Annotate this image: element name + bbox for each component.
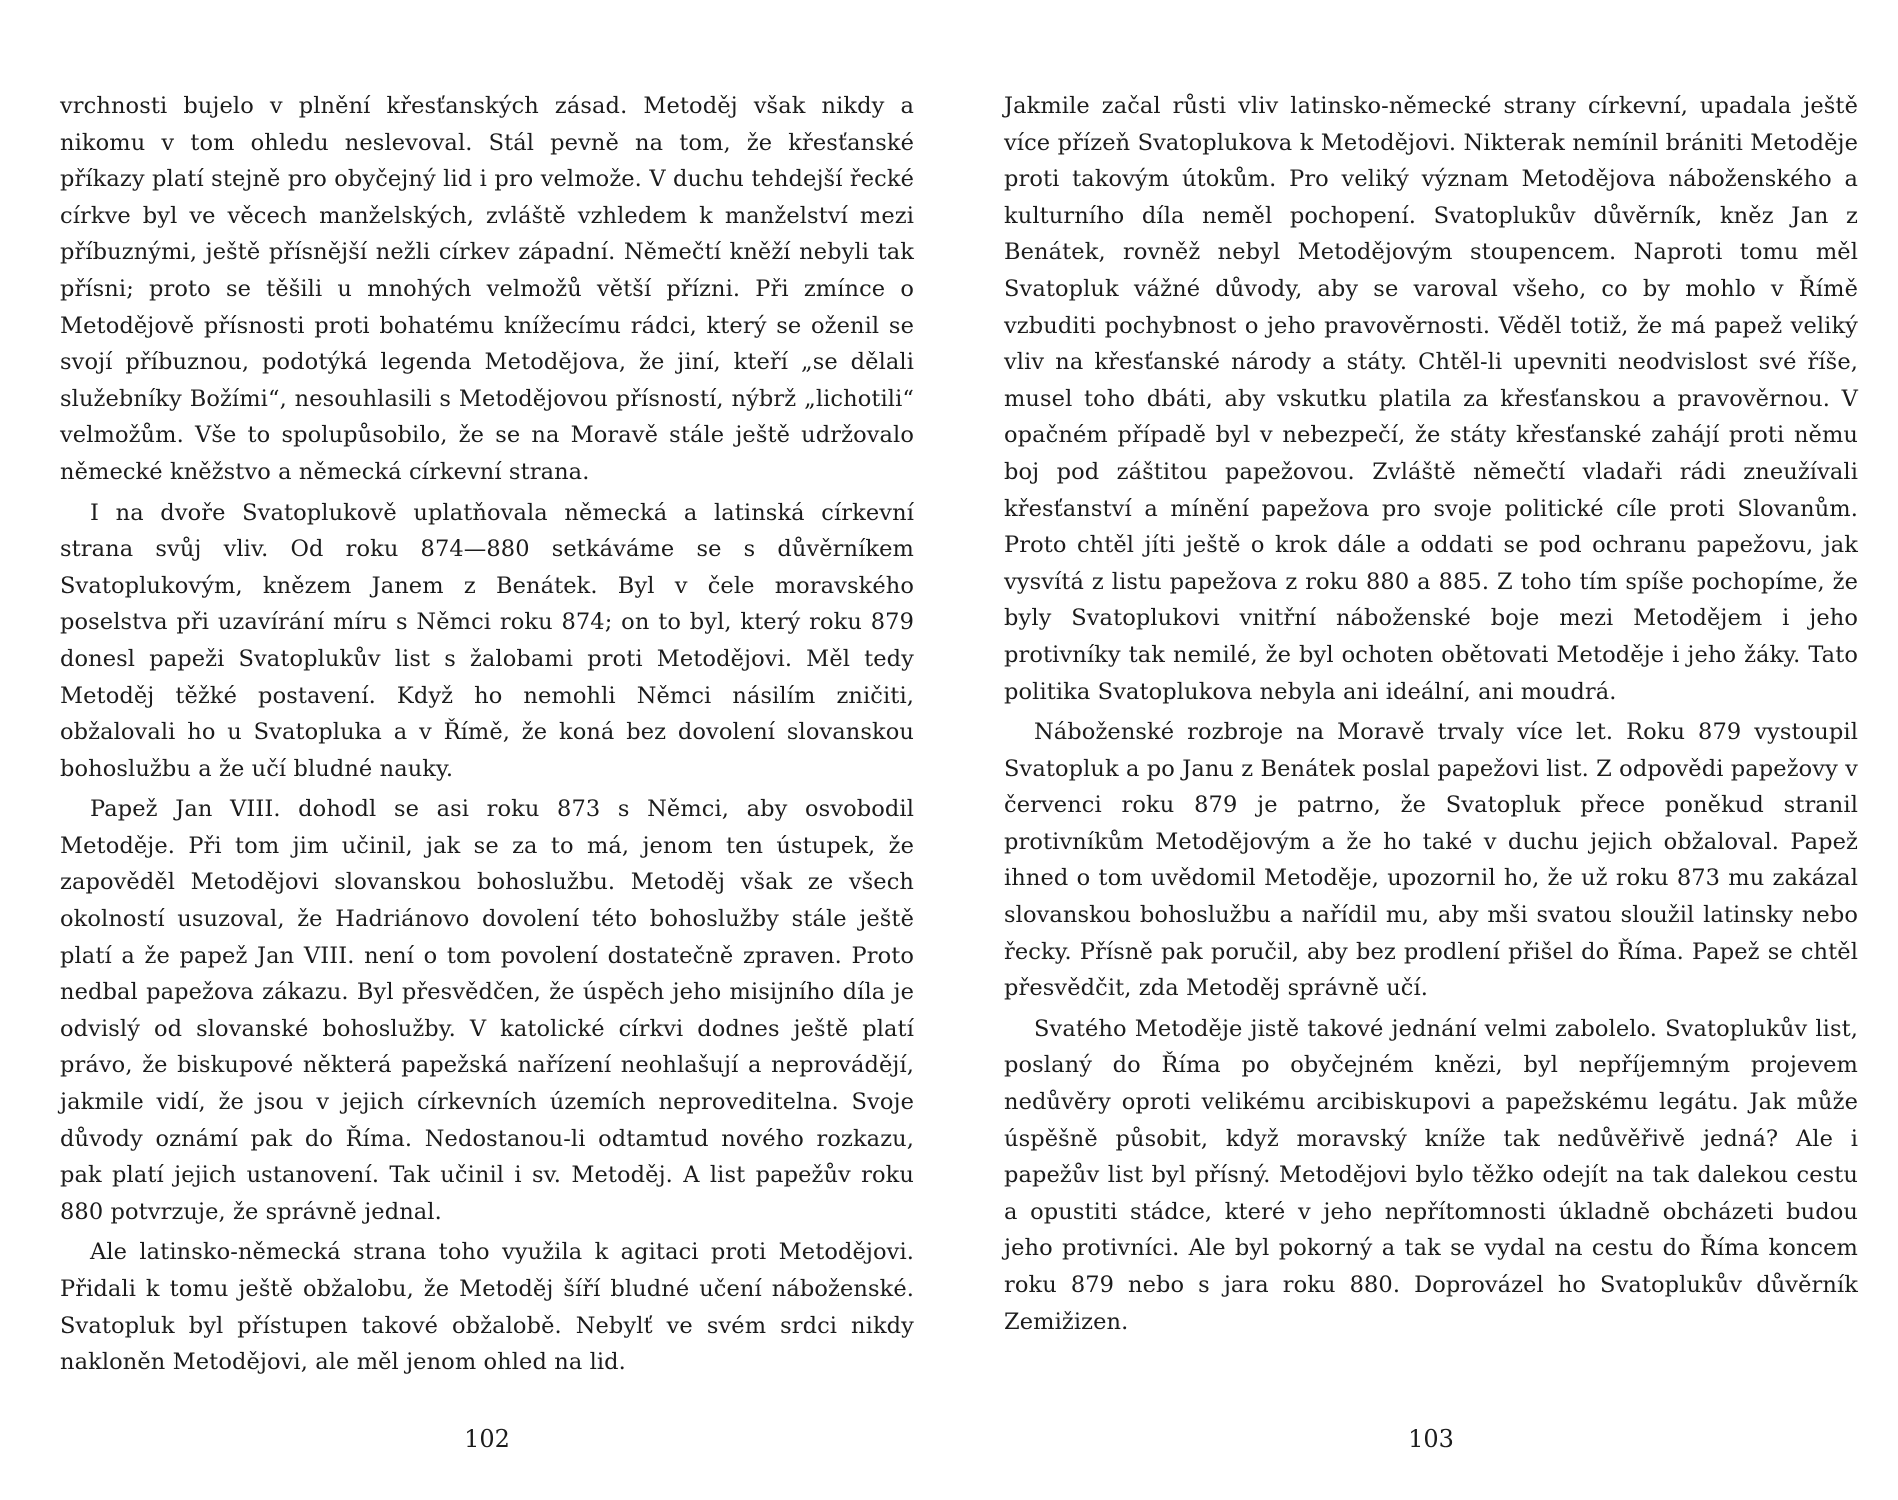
paragraph: I na dvoře Svatoplukově uplatňovala německá a latinská církevní strana svůj vliv. Od roku 874—880 setkáváme se s důvěrníkem Svatoplukovým, knězem Janem z Benátek. Byl v čele moravského poselstva při uzavírání míru s Němci roku 874; on to byl, který roku 879 donesl papeži Svatoplukův list s žalobami proti Metodějovi. Měl tedy Metoděj těžké postavení. Když ho nemohli Němci násilím zničiti, obžalovali ho u Svatopluka a v Římě, že koná bez dovolení slovanskou bohoslužbu a že učí bludné nauky. xyxy=(60,499,914,782)
right-page-text xyxy=(1004,88,1858,1340)
paragraph: Jakmile začal růsti vliv latinsko-německé strany církevní, upadala ještě více přízeň Svatoplukova k Metodějovi. Nikterak nemínil brániti Metoděje proti takovým útokům. Pro veliký význam Metodějova náboženského a kulturního díla neměl pochopení. Svatoplukův důvěrník, kněz Jan z Benátek, rovněž nebyl Metodějovým stoupencem. Naproti tomu měl Svatopluk vážné důvody, aby se varoval všeho, co by mohlo v Římě vzbuditi pochybnost o jeho pravověrnosti. Věděl totiž, že má papež veliký vliv na křesťanské národy a státy. Chtěl-li upevniti neodvislost své říše, musel toho dbáti, aby vskutku platila za křesťanskou a pravověrnou. V opačném případě byl v nebezpečí, že státy křesťanské zahájí proti němu boj pod záštitou papežovou. Zvláště němečtí vladaři rádi zneužívali křesťanství a mínění papežova pro svoje politické cíle proti Slovanům. Proto chtěl jíti ještě o krok dále a oddati se pod ochranu papežovu, jak vysvítá z listu papežova z roku 880 a 885. Z toho tím spíše pochopíme, že byly Svatoplukovi vnitřní náboženské boje mezi Metodějem i jeho protivníky tak nemilé, že byl ochoten obětovati Metoděje i jeho žáky. Tato politika Svatoplukova nebyla ani ideální, ani moudrá. xyxy=(1004,93,1858,705)
paragraph: Ale latinsko-německá strana toho využila k agitaci proti Metodějovi. Přidali k tomu ještě obžalobu, že Metoděj šíří bludné učení náboženské. Svatopluk byl přístupen takové obžalobě. Nebylť ve svém srdci nikdy nakloněn Metodějovi, ale měl jenom ohled na lid. xyxy=(60,1239,914,1376)
paragraph: vrchnosti bujelo v plnění křesťanských zásad. Metoděj však nikdy a nikomu v tom ohledu neslevoval. Stál pevně na tom, že křesťanské příkazy platí stejně pro obyčejný lid i pro velmože. V duchu tehdejší řecké církve byl ve věcech manželských, zvláště vzhledem k manželství mezi příbuznými, ještě přísnější nežli církev západní. Němečtí kněží nebyli tak přísni; proto se těšili u mnohých velmožů větší přízni. Při zmínce o Metodějově přísnosti proti bohatému knížecímu rádci, který se oženil se svojí příbuznou, podotýká legenda Metodějova, že jiní, kteří „se dělali služebníky Božími“, nesouhlasili s Metodějovou přísností, nýbrž „lichotili“ velmožům. Vše to spolupůsobilo, že se na Moravě stále ještě udržovalo německé kněžstvo a německá církevní strana. xyxy=(60,93,914,485)
left-page-text xyxy=(60,88,914,1381)
right-page xyxy=(1004,88,1858,1488)
left-page xyxy=(60,88,914,1488)
paragraph: Svatého Metoděje jistě takové jednání velmi zabolelo. Svatoplukův list, poslaný do Říma po obyčejném knězi, byl nepříjemným projevem nedůvěry oproti velikému arcibiskupovi a papežskému legátu. Jak může úspěšně působit, když moravský kníže tak nedůvěřivě jedná? Ale i papežův list byl přísný. Metodějovi bylo těžko odejít na tak dalekou cestu a opustiti stádce, které v jeho nepřítomnosti úkladně obcházeti budou jeho protivníci. Ale byl pokorný a tak se vydal na cestu do Říma koncem roku 879 nebo s jara roku 880. Doprovázel ho Svatoplukův důvěrník Zemižizen. xyxy=(1004,1015,1858,1335)
paragraph: Papež Jan VIII. dohodl se asi roku 873 s Němci, aby osvobodil Metoděje. Při tom jim učinil, jak se za to má, jenom ten ústupek, že zapověděl Metodějovi slovanskou bohoslužbu. Metoděj však ze všech okolností usuzoval, že Hadriánovo dovolení této bohoslužby stále ještě platí a že papež Jan VIII. není o tom povolení dostatečně zpraven. Proto nedbal papežova zákazu. Byl přesvědčen, že úspěch jeho misijního díla je odvislý od slovanské bohoslužby. V katolické církvi dodnes ještě platí právo, že biskupové některá papežská nařízení neohlašují a neprovádějí, jakmile vidí, že jsou v jejich církevních územích neproveditelna. Svoje důvody oznámí pak do Říma. Nedostanou-li odtamtud nového rozkazu, pak platí jejich ustanovení. Tak učinil i sv. Metoděj. A list papežův roku 880 potvrzuje, že správně jednal. xyxy=(60,796,914,1225)
page-number: 102 xyxy=(464,1425,510,1453)
paragraph: Náboženské rozbroje na Moravě trvaly více let. Roku 879 vystoupil Svatopluk a po Janu z Benátek poslal papežovi list. Z odpovědi papežovy v červenci roku 879 je patrno, že Svatopluk přece poněkud stranil protivníkům Metodějovým a že ho také v duchu jejich obžaloval. Papež ihned o tom uvědomil Metoděje, upozornil ho, že už roku 873 mu zakázal slovanskou bohoslužbu a nařídil mu, aby mši svatou sloužil latinsky nebo řecky. Přísně pak poručil, aby bez prodlení přišel do Říma. Papež se chtěl přesvědčit, zda Metoděj správně učí. xyxy=(1004,719,1858,1002)
page-number: 103 xyxy=(1408,1425,1454,1453)
